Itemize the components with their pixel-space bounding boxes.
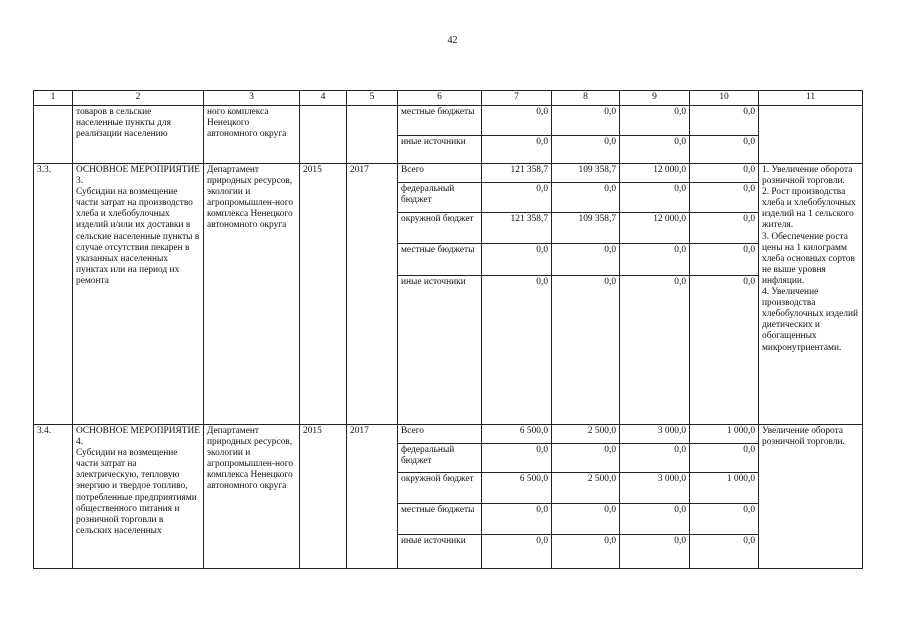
amount-cell: 1 000,0 (690, 473, 759, 504)
funding-source-cell: окружной бюджет (398, 473, 482, 504)
amount-cell: 0,0 (690, 213, 759, 244)
column-header: 1 (34, 91, 73, 106)
amount-cell: 0,0 (690, 164, 759, 183)
amount-cell: 0,0 (620, 136, 690, 164)
amount-cell: 0,0 (690, 136, 759, 164)
amount-cell: 0,0 (552, 276, 620, 425)
measure-number-cell (34, 106, 73, 164)
expected-result-cell (759, 106, 863, 164)
measure-description: Субсидии на возмещение части затрат на производство хлеба и хлебобулочных изделий и/или их доставки в сельские населенные пункты в случае отсутствия пекарен в указанных населенных пунктах или на период их ремонта (76, 187, 200, 286)
column-header: 5 (347, 91, 398, 106)
column-header: 8 (552, 91, 620, 106)
amount-cell: 0,0 (552, 504, 620, 535)
amount-cell: 0,0 (552, 244, 620, 276)
amount-cell: 12 000,0 (620, 164, 690, 183)
amount-cell: 0,0 (620, 504, 690, 535)
amount-cell: 109 358,7 (552, 164, 620, 183)
funding-source-cell: иные источники (398, 136, 482, 164)
amount-cell: 0,0 (552, 535, 620, 569)
amount-cell: 0,0 (690, 183, 759, 213)
funding-source-cell: окружной бюджет (398, 213, 482, 244)
funding-source-cell: федеральный бюджет (398, 183, 482, 213)
amount-cell: 121 358,7 (482, 164, 552, 183)
amount-cell: 0,0 (620, 444, 690, 473)
amount-cell: 2 500,0 (552, 473, 620, 504)
end-year-cell: 2017 (347, 164, 398, 425)
department-cell: Департамент природных ресурсов, экологии и агропромышлен-ного комплекса Ненецкого автономного округа (204, 425, 300, 569)
expected-result-cell: Увеличение оборота розничной торговли. (759, 425, 863, 569)
column-header: 2 (73, 91, 204, 106)
column-header: 7 (482, 91, 552, 106)
measure-title: ОСНОВНОЕ МЕРОПРИЯТИЕ 3. (76, 165, 200, 187)
amount-cell: 0,0 (482, 106, 552, 136)
amount-cell: 0,0 (552, 136, 620, 164)
measure-number-cell: 3.3. (34, 164, 73, 425)
amount-cell: 3 000,0 (620, 473, 690, 504)
measure-title: ОСНОВНОЕ МЕРОПРИЯТИЕ 4. (76, 426, 200, 448)
amount-cell: 6 500,0 (482, 425, 552, 444)
page-number: 42 (447, 35, 458, 46)
table-header-row (34, 91, 863, 106)
amount-cell: 0,0 (690, 244, 759, 276)
amount-cell: 0,0 (690, 276, 759, 425)
column-header: 11 (759, 91, 863, 106)
amount-cell: 3 000,0 (620, 425, 690, 444)
funding-source-cell: Всего (398, 164, 482, 183)
end-year-cell: 2017 (347, 425, 398, 569)
amount-cell: 0,0 (620, 276, 690, 425)
measure-name-cell (73, 425, 204, 569)
amount-cell: 0,0 (482, 136, 552, 164)
amount-cell: 121 358,7 (482, 213, 552, 244)
funding-source-cell: местные бюджеты (398, 504, 482, 535)
funding-source-cell: местные бюджеты (398, 244, 482, 276)
amount-cell: 0,0 (620, 244, 690, 276)
start-year-cell: 2015 (300, 164, 347, 425)
amount-cell: 0,0 (482, 244, 552, 276)
amount-cell: 0,0 (690, 444, 759, 473)
table-row (34, 425, 863, 444)
amount-cell: 12 000,0 (620, 213, 690, 244)
measure-name-cell: товаров в сельские населенные пункты для реализации населению (73, 106, 204, 164)
amount-cell: 0,0 (620, 535, 690, 569)
department-cell: Департамент природных ресурсов, экологии и агропромышлен-ного комплекса Ненецкого автономного округа (204, 164, 300, 425)
funding-source-cell: местные бюджеты (398, 106, 482, 136)
amount-cell: 0,0 (690, 504, 759, 535)
start-year-cell: 2015 (300, 425, 347, 569)
column-header: 3 (204, 91, 300, 106)
expected-result-cell: 1. Увеличение оборота розничной торговли. 2. Рост производства хлеба и хлебобулочных изделий на 1 сельского жителя. 3. Обеспечение роста цены на 1 килограмм хлеба основных сортов не выше уровня инфляции. 4. Увеличение производства хлебобулочных изделий диетических и обогащенных микронутриентами. (759, 164, 863, 425)
measure-description: Субсидии на возмещение части затрат на электрическую, тепловую энергию и твердое топливо, потребленные предприятиями общественного питания и розничной торговли в сельских населенных (76, 448, 197, 536)
table-row (34, 164, 863, 183)
start-year-cell (300, 106, 347, 164)
funding-source-cell: Всего (398, 425, 482, 444)
end-year-cell (347, 106, 398, 164)
funding-source-cell: иные источники (398, 276, 482, 425)
amount-cell: 0,0 (482, 535, 552, 569)
program-table (33, 90, 863, 569)
department-cell: ного комплекса Ненецкого автономного округа (204, 106, 300, 164)
amount-cell: 0,0 (482, 183, 552, 213)
table-row (34, 106, 863, 136)
amount-cell: 0,0 (552, 106, 620, 136)
amount-cell: 0,0 (482, 276, 552, 425)
measure-number-cell: 3.4. (34, 425, 73, 569)
amount-cell: 0,0 (620, 183, 690, 213)
amount-cell: 109 358,7 (552, 213, 620, 244)
column-header: 10 (690, 91, 759, 106)
column-header: 4 (300, 91, 347, 106)
amount-cell: 0,0 (482, 504, 552, 535)
funding-source-cell: иные источники (398, 535, 482, 569)
measure-name-cell (73, 164, 204, 425)
amount-cell: 6 500,0 (482, 473, 552, 504)
amount-cell: 0,0 (620, 106, 690, 136)
amount-cell: 2 500,0 (552, 425, 620, 444)
amount-cell: 1 000,0 (690, 425, 759, 444)
amount-cell: 0,0 (552, 444, 620, 473)
amount-cell: 0,0 (690, 535, 759, 569)
column-header: 6 (398, 91, 482, 106)
amount-cell: 0,0 (552, 183, 620, 213)
amount-cell: 0,0 (690, 106, 759, 136)
column-header: 9 (620, 91, 690, 106)
amount-cell: 0,0 (482, 444, 552, 473)
funding-source-cell: федеральный бюджет (398, 444, 482, 473)
